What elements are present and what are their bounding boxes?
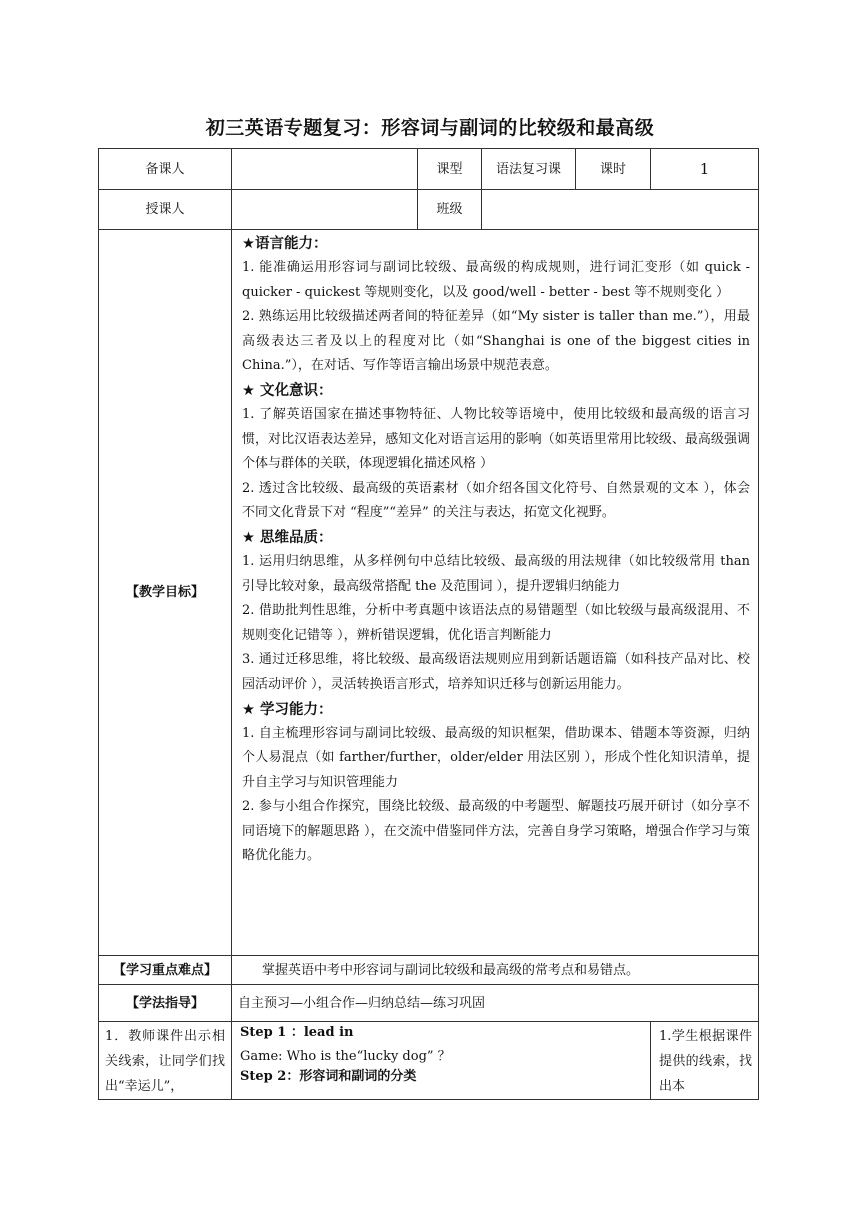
method-row xyxy=(99,985,759,1022)
preparer-label: 备课人 xyxy=(99,149,232,190)
class-value xyxy=(482,190,759,230)
header-row-2 xyxy=(99,190,759,230)
page-title: 初三英语专题复习：形容词与副词的比较级和最高级 xyxy=(205,117,655,139)
step-1-game: Game: Who is the“lucky dog” ？ xyxy=(240,1049,451,1064)
key-points-value: 掌握英语中考中形容词与副词比较级和最高级的常考点和易错点。 xyxy=(232,956,759,985)
method-label: 【学法指导】 xyxy=(99,985,232,1022)
key-points-row xyxy=(99,956,759,985)
process-row xyxy=(99,1022,759,1100)
key-points-label: 【学习重点难点】 xyxy=(99,956,232,985)
method-value: 自主预习—小组合作—归纳总结—练习巩固 xyxy=(232,985,759,1022)
goal-item: 2. 借助批判性思维，分析中考真题中该语法点的易错题型（如比较级与最高级混用、不规则变化记错等 ），辨析错误逻辑，优化语言判断能力 xyxy=(242,603,750,643)
goal-heading: ★ 学习能力： xyxy=(242,701,333,718)
teacher-label: 授课人 xyxy=(99,190,232,230)
goal-item: 2. 透过含比较级、最高级的英语素材（如介绍各国文化符号、自然景观的文本 ），体会不同文化背景下对 “程度”“差异” 的关注与表达，拓宽文化视野。 xyxy=(242,480,750,521)
goal-section-thinking xyxy=(242,526,750,698)
goal-heading: ★语言能力： xyxy=(242,236,328,252)
teaching-goals-label: 【教学目标】 xyxy=(99,230,232,956)
lesson-type-label: 课型 xyxy=(418,149,482,190)
class-hours-label: 课时 xyxy=(576,149,651,190)
goal-item: 1. 自主梳理形容词与副词比较级、最高级的知识框架，借助课本、错题本等资源，归纳个人易混点（如 farther/further，older/elder 用法区别 ），形成个性化知识清单，提升自主学习与知识管理能力 xyxy=(242,725,750,790)
goal-heading: ★ 思维品质： xyxy=(242,529,333,546)
goal-item: 1. 能准确运用形容词与副词比较级、最高级的构成规则，进行词汇变形（如 quick - quicker - quickest 等规则变化，以及 good/well - better - best 等不规则变化 ） xyxy=(242,260,750,300)
teacher-value xyxy=(232,190,418,230)
class-label: 班级 xyxy=(418,190,482,230)
step-1-label: Step 1 ：lead in xyxy=(240,1025,354,1040)
goal-item: 2. 参与小组合作探究，围绕比较级、最高级的中考题型、解题技巧展开研讨（如分享不同语境下的解题思路 ），在交流中借鉴同伴方法，完善自身学习策略，增强合作学习与策略优化能力。 xyxy=(242,799,750,864)
teaching-goals-content xyxy=(232,230,759,956)
process-steps xyxy=(232,1022,651,1100)
goals-row xyxy=(99,230,759,956)
goal-heading: ★ 文化意识： xyxy=(242,382,333,399)
lesson-type-value: 语法复习课 xyxy=(482,149,576,190)
class-hours-value: 1 xyxy=(651,149,759,190)
step-2-label: Step 2：形容词和副词的分类 xyxy=(240,1069,417,1084)
goal-section-learning xyxy=(242,698,750,870)
goal-section-language xyxy=(242,232,750,379)
goal-section-culture xyxy=(242,379,750,526)
header-row-1 xyxy=(99,149,759,190)
teacher-activity: 1．教师课件出示相关线索，让同学们找出“幸运儿”， xyxy=(99,1022,232,1100)
goal-item: 3. 通过迁移思维，将比较级、最高级语法规则应用到新话题语篇（如科技产品对比、校园活动评价 ），灵活转换语言形式，培养知识迁移与创新运用能力。 xyxy=(242,652,750,692)
student-activity: 1.学生根据课件提供的线索，找出本 xyxy=(651,1022,759,1100)
goal-item: 1. 运用归纳思维，从多样例句中总结比较级、最高级的用法规律（如比较级常用 than 引导比较对象，最高级常搭配 the 及范围词 ），提升逻辑归纳能力 xyxy=(242,553,750,594)
goal-item: 2. 熟练运用比较级描述两者间的特征差异（如“My sister is taller than me.”），用最高级表达三者及以上的程度对比（如“Shanghai is one of the biggest cities in China.”），在对话、写作等语言输出场景中规范表意。 xyxy=(242,309,750,374)
preparer-value xyxy=(232,149,418,190)
lesson-plan-table xyxy=(98,148,759,1100)
goal-item: 1. 了解英语国家在描述事物特征、人物比较等语境中，使用比较级和最高级的语言习惯，对比汉语表达差异，感知文化对语言运用的影响（如英语里常用比较级、最高级强调个体与群体的关联，体现逻辑化描述风格 ） xyxy=(242,406,750,472)
